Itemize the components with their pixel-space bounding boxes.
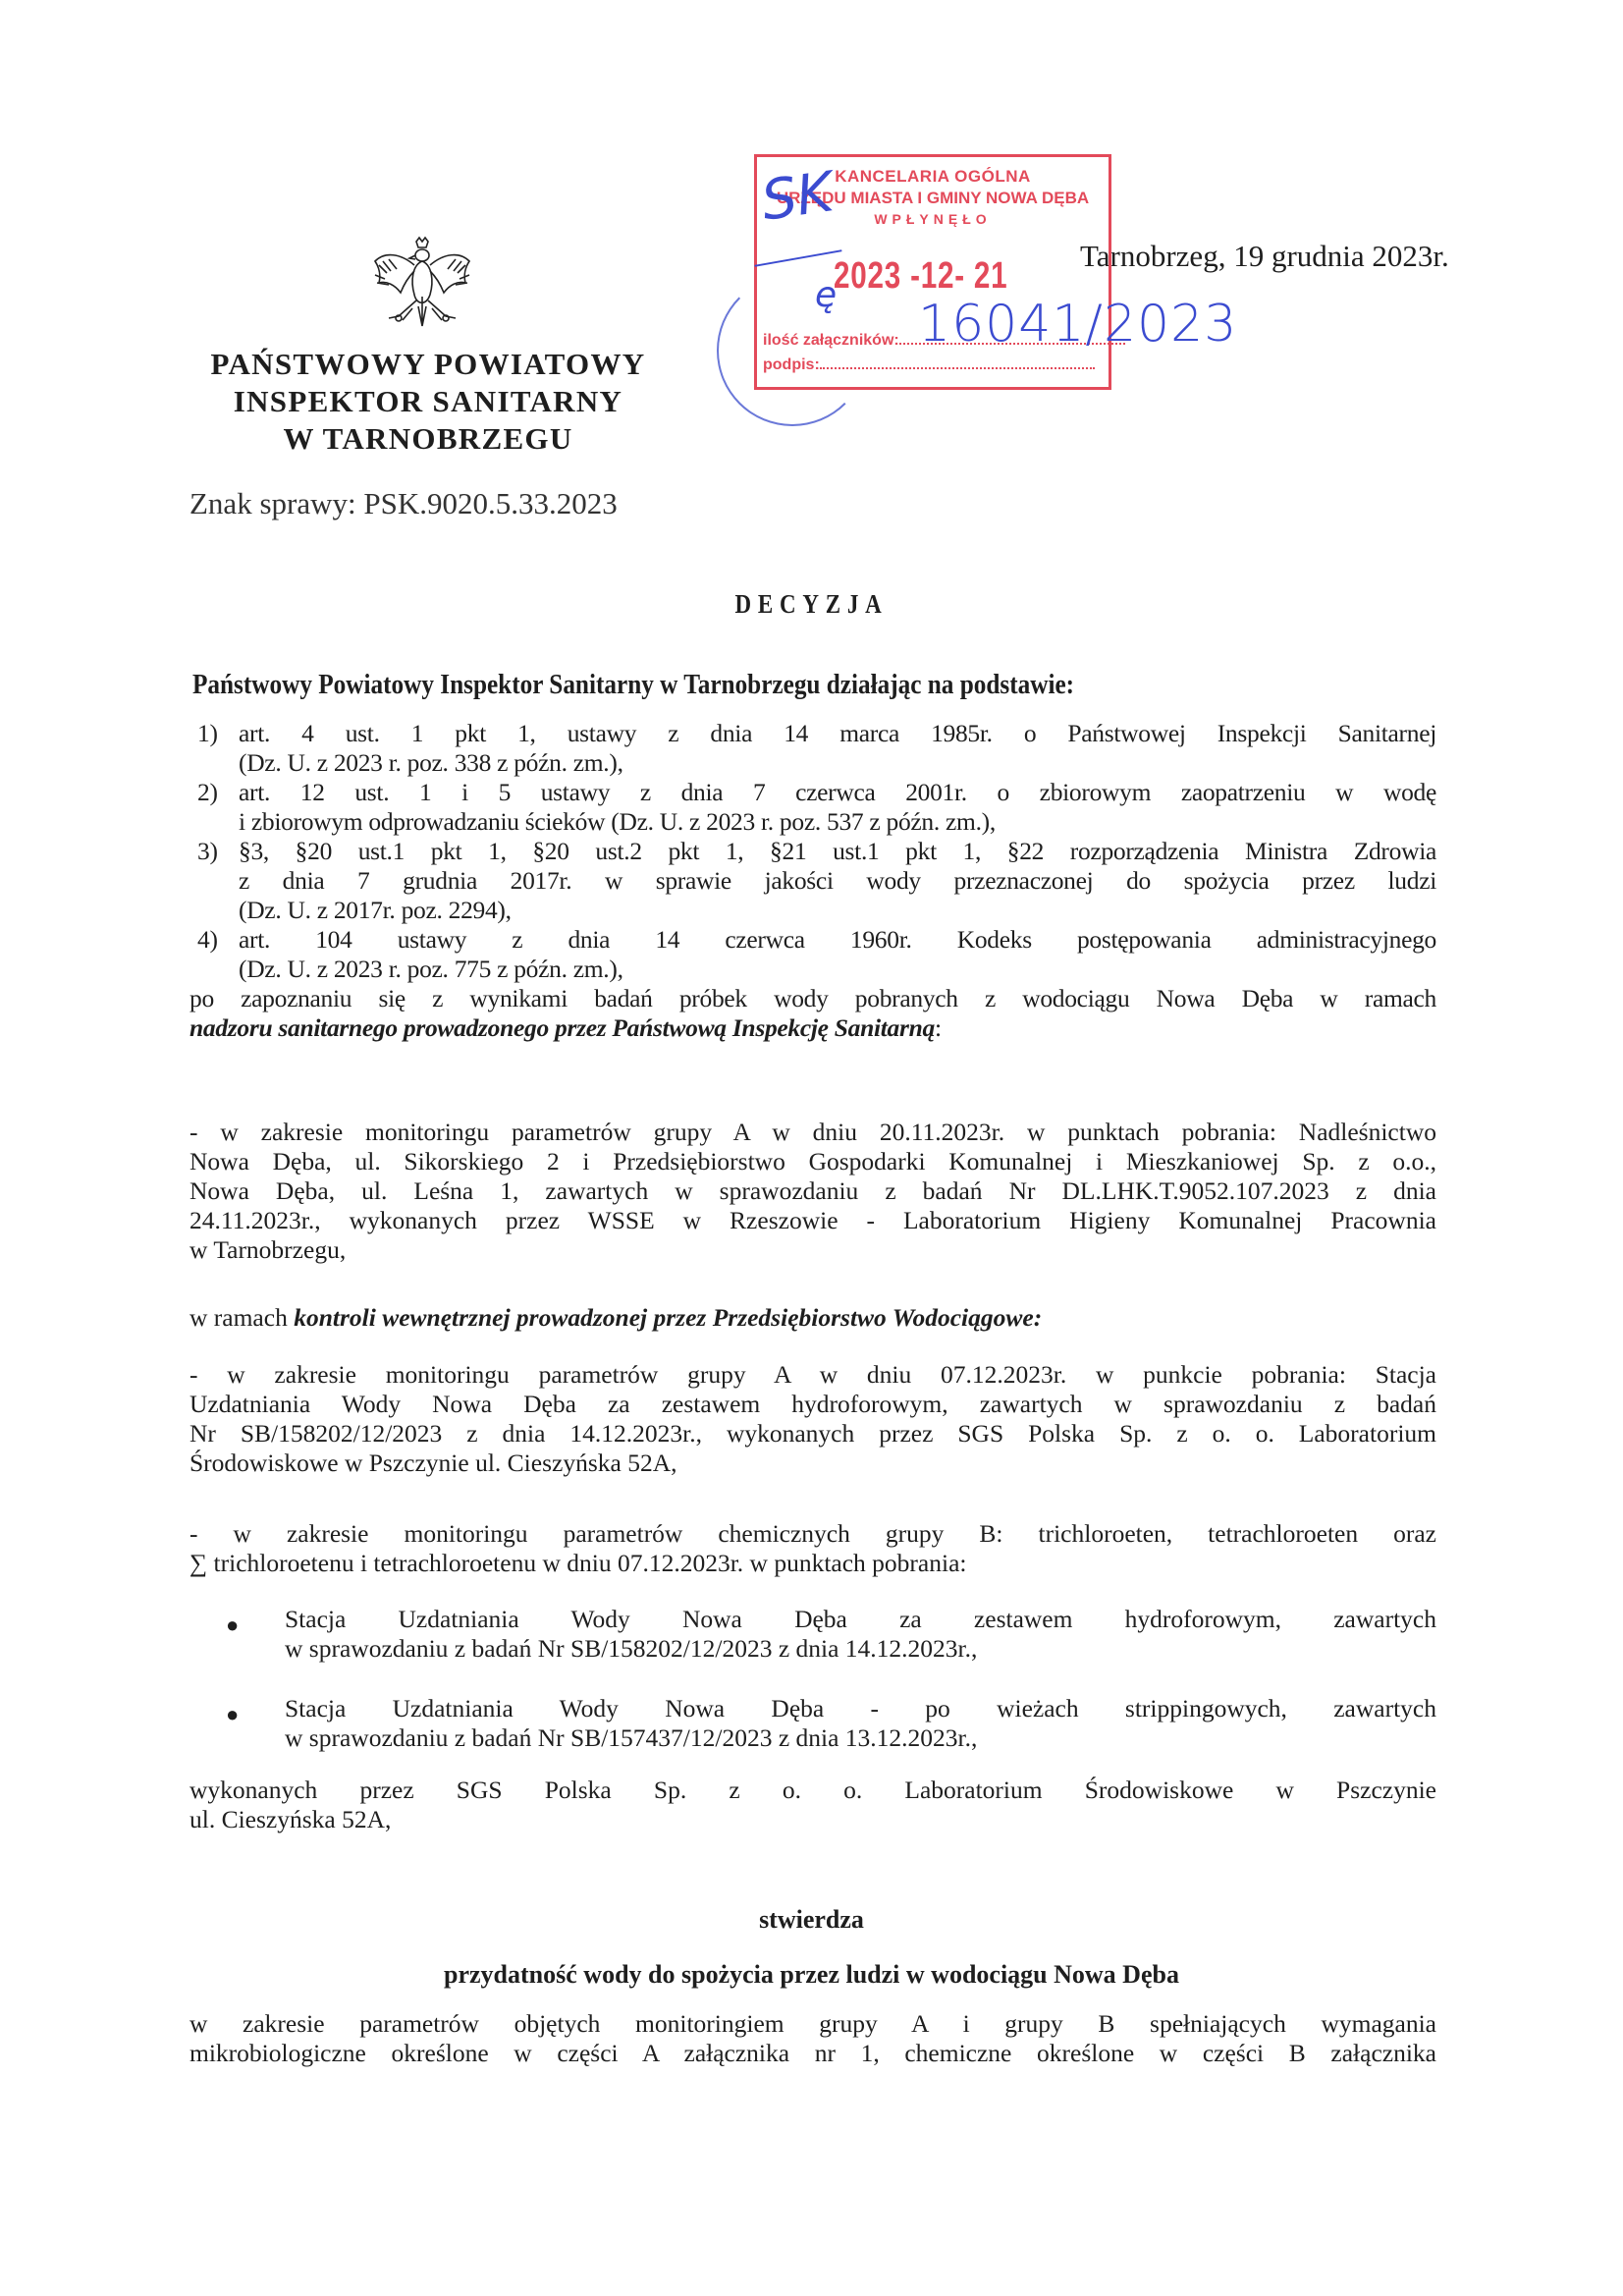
authority-line: PAŃSTWOWY POWIATOWY <box>210 347 646 381</box>
sampling-point-item <box>226 1605 1436 1664</box>
text-line: - w zakresie monitoringu parametrów grupy A w dniu 07.12.2023r. w punkcie pobrania: Stacja <box>189 1360 1436 1389</box>
authority-line: W TARNOBRZEGU <box>283 421 573 456</box>
text-line: - w zakresie monitoringu parametrów grupy A w dniu 20.11.2023r. w punktach pobrania: Nadleśnictwo <box>189 1118 1436 1146</box>
text-line: art. 4 ust. 1 pkt 1, ustawy z dnia 14 marca 1985r. o Państwowej Inspekcji Sanitarnej <box>239 719 1436 747</box>
performed-by-paragraph <box>189 1776 1436 1834</box>
text-line: w zakresie parametrów objętych monitoringiem grupy A i grupy B spełniających wymagania <box>189 2009 1436 2038</box>
text-line: Środowiskowe w Pszczynie ul. Cieszyńska 52A, <box>189 1449 677 1477</box>
ruling-statement: przydatność wody do spożycia przez ludzi w wodociągu Nowa Dęba <box>444 1960 1179 1989</box>
sanitary-group-a-paragraph <box>189 1118 1436 1265</box>
text-line: w sprawozdaniu z badań Nr SB/158202/12/2023 z dnia 14.12.2023r., <box>285 1634 978 1663</box>
stamp-attachments-label: ilość załączników: <box>763 332 899 349</box>
scope-paragraph <box>189 2009 1436 2068</box>
text-line: art. 104 ustawy z dnia 14 czerwca 1960r. Kodeks postępowania administracyjnego <box>239 925 1436 954</box>
text-line: w sprawozdaniu z badań Nr SB/157437/12/2023 z dnia 13.12.2023r., <box>285 1723 978 1752</box>
stamp-signature-label: podpis: <box>763 356 820 373</box>
item-number: 3) <box>197 837 218 865</box>
sampling-point-item <box>226 1694 1436 1753</box>
item-number: 1) <box>197 719 218 747</box>
handwritten-initials: SK <box>757 160 838 234</box>
item-number: 2) <box>197 778 218 806</box>
text-line: (Dz. U. z 2017r. poz. 2294), <box>239 896 512 924</box>
text-line <box>189 1303 1436 1333</box>
handwritten-mark: ę <box>815 275 838 315</box>
text-line: Nr SB/158202/12/2023 z dnia 14.12.2023r., wykonanych przez SGS Polska Sp. z o. o. Laboratorium <box>189 1419 1436 1448</box>
handwritten-registration-number: 16041/2023 <box>918 295 1238 354</box>
text-line: Stacja Uzdatniania Wody Nowa Dęba - po wieżach strippingowych, zawartych <box>285 1694 1436 1722</box>
legal-basis-item <box>189 925 1436 984</box>
legal-basis-heading: Państwowy Powiatowy Inspektor Sanitarny w Tarnobrzegu działając na podstawie: <box>192 669 1075 700</box>
emphasis: kontroli wewnętrznej prowadzonej przez Przedsiębiorstwo Wodociągowe: <box>294 1303 1043 1332</box>
internal-control-heading <box>189 1303 1436 1333</box>
legal-basis-list <box>189 719 1436 1043</box>
place-and-date: Tarnobrzeg, 19 grudnia 2023r. <box>1080 239 1449 273</box>
text-line: 24.11.2023r., wykonanych przez WSSE w Rzeszowie - Laboratorium Higieny Komunalnej Pracownia <box>189 1206 1436 1234</box>
sanitary-supervision-phrase <box>189 1013 1436 1043</box>
bullet-icon: ● <box>226 1702 240 1726</box>
authority-line: INSPEKTOR SANITARNY <box>233 384 623 418</box>
text-line: §3, §20 ust.1 pkt 1, §20 ust.2 pkt 1, §21 ust.1 pkt 1, §22 rozporządzenia Ministra Zdrowia <box>239 837 1436 865</box>
text-line: ∑ trichloroetenu i tetrachloroetenu w dniu 07.12.2023r. w punktach pobrania: <box>189 1549 967 1577</box>
text-line: Nowa Dęba, ul. Sikorskiego 2 i Przedsiębiorstwo Gospodarki Komunalnej i Mieszkaniowej Sp. z o.o., <box>189 1147 1436 1175</box>
text-line: (Dz. U. z 2023 r. poz. 338 z późn. zm.), <box>239 748 623 777</box>
bullet-icon: ● <box>226 1613 240 1637</box>
stamp-office: KANCELARIA OGÓLNA <box>835 167 1031 186</box>
text-line: i zbiorowym odprowadzaniu ścieków (Dz. U. z 2023 r. poz. 537 z późn. zm.), <box>239 807 996 836</box>
prefix: w ramach <box>189 1303 295 1332</box>
text-line: wykonanych przez SGS Polska Sp. z o. o. Laboratorium Środowiskowe w Pszczynie <box>189 1776 1436 1804</box>
text-line: mikrobiologiczne określone w części A załącznika nr 1, chemiczne określone w części B załącznika <box>189 2039 1436 2067</box>
emphasis: nadzoru sanitarnego prowadzonego przez Państwową Inspekcję Sanitarną <box>189 1013 935 1042</box>
document-title: DECYZJA <box>734 589 889 619</box>
stamp-institution: URZĘDU MIASTA I GMINY NOWA DĘBA <box>776 189 1090 207</box>
text-line: Stacja Uzdatniania Wody Nowa Dęba za zestawem hydroforowym, zawartych <box>285 1605 1436 1633</box>
text-line: z dnia 7 grudnia 2017r. w sprawie jakości wody przeznaczonej do spożycia przez ludzi <box>239 866 1436 895</box>
legal-basis-item <box>189 719 1436 778</box>
case-reference: Znak sprawy: PSK.9020.5.33.2023 <box>189 486 618 520</box>
internal-group-a-paragraph <box>189 1360 1436 1478</box>
text-line: w Tarnobrzegu, <box>189 1235 347 1264</box>
text-line: Nowa Dęba, ul. Leśna 1, zawartych w sprawozdaniu z badań Nr DL.LHK.T.9052.107.2023 z dnia <box>189 1176 1436 1205</box>
internal-group-b-paragraph <box>189 1519 1436 1578</box>
text-line: po zapoznaniu się z wynikami badań próbek wody pobranych z wodociągu Nowa Dęba w ramach <box>189 984 1436 1012</box>
ruling-verb: stwierdza <box>759 1905 864 1934</box>
text-line: - w zakresie monitoringu parametrów chemicznych grupy B: trichloroeten, tetrachloroeten oraz <box>189 1519 1436 1548</box>
handwritten-circle <box>717 275 868 426</box>
issuing-authority <box>192 346 664 458</box>
legal-basis-item <box>189 778 1436 837</box>
legal-basis-item <box>189 837 1436 925</box>
stamp-received: WPŁYNĘŁO <box>874 211 992 227</box>
text-line: Uzdatniania Wody Nowa Dęba za zestawem hydroforowym, zawartych w sprawozdaniu z badań <box>189 1390 1436 1418</box>
text-line: ul. Cieszyńska 52A, <box>189 1805 392 1833</box>
text-line: (Dz. U. z 2023 r. poz. 775 z późn. zm.), <box>239 955 623 983</box>
punctuation: : <box>934 1013 942 1042</box>
text-line: art. 12 ust. 1 i 5 ustawy z dnia 7 czerwca 2001r. o zbiorowym zaopatrzeniu w wodę <box>239 778 1436 806</box>
polish-eagle-emblem <box>367 236 477 344</box>
stamp-date: 2023 -12- 21 <box>834 255 1008 297</box>
item-number: 4) <box>197 925 218 954</box>
